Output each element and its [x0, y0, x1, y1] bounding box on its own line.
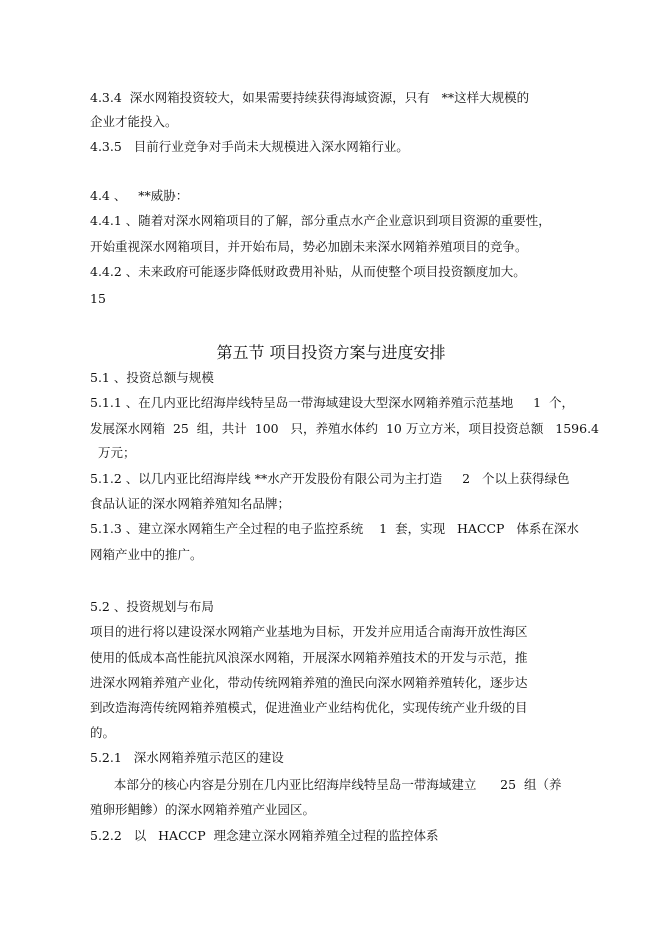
line-5-1-2: 5.1.2 、以几内亚比绍海岸线 **水产开发股份有限公司为主打造 2 个以上获得绿色 [90, 471, 570, 486]
paragraph-5-2-line4: 到改造海湾传统网箱养殖模式，促进渔业产业结构优化，实现传统产业升级的目 [90, 700, 528, 715]
section-title: 第五节 项目投资方案与进度安排 [216, 343, 446, 362]
line-5-1-1-end: 万元； [90, 445, 136, 460]
line-5-1-3-cont: 网箱产业中的推广。 [90, 547, 203, 562]
line-5-1-1-cont: 发展深水网箱 25 组，共计 100 只，养殖水体约 10 万立方米，项目投资总额 1596.4 [90, 421, 600, 436]
heading-5-2: 5.2 、投资规划与布局 [90, 599, 214, 614]
paragraph-5-2-1-line1: 本部分的核心内容是分别在几内亚比绍海岸线特呈岛一带海域建立 25 组（养 [90, 777, 562, 792]
heading-4-4: 4.4 、 **威胁： [90, 188, 189, 203]
line-5-1-1: 5.1.1 、在几内亚比绍海岸线特呈岛一带海域建设大型深水网箱养殖示范基地 1 个， [90, 395, 575, 410]
line-4-3-5: 4.3.5 目前行业竞争对手尚未大规模进入深水网箱行业。 [90, 139, 409, 154]
page-number: 15 [90, 291, 106, 306]
paragraph-5-2-1-line2: 殖卵形鲳鲹）的深水网箱养殖产业园区。 [90, 802, 316, 817]
line-4-3-4-cont: 企业才能投入。 [90, 114, 178, 129]
line-4-4-2: 4.4.2 、未来政府可能逐步降低财政费用补贴，从而使整个项目投资额度加大。 [90, 264, 526, 279]
line-5-1-2-cont: 食品认证的深水网箱养殖知名品牌； [90, 496, 291, 511]
paragraph-5-2-line2: 使用的低成本高性能抗风浪深水网箱，开展深水网箱养殖技术的开发与示范，推 [90, 650, 528, 665]
paragraph-5-2-line3: 进深水网箱养殖产业化，带动传统网箱养殖的渔民向深水网箱养殖转化，逐步达 [90, 675, 528, 690]
line-4-4-1-cont: 开始重视深水网箱项目，并开始布局，势必加剧未来深水网箱养殖项目的竞争。 [90, 239, 528, 254]
heading-5-1: 5.1 、投资总额与规模 [90, 370, 214, 385]
heading-5-2-2: 5.2.2 以 HACCP 理念建立深水网箱养殖全过程的监控体系 [90, 828, 439, 843]
paragraph-5-2-line1: 项目的进行将以建设深水网箱产业基地为目标，开发并应用适合南海开放性海区 [90, 624, 528, 639]
line-4-3-4: 4.3.4 深水网箱投资较大，如果需要持续获得海域资源，只有 **这样大规模的 [90, 90, 530, 105]
line-4-4-1: 4.4.1 、随着对深水网箱项目的了解，部分重点水产企业意识到项目资源的重要性， [90, 213, 551, 228]
heading-5-2-1: 5.2.1 深水网箱养殖示范区的建设 [90, 750, 284, 765]
line-5-1-3: 5.1.3 、建立深水网箱生产全过程的电子监控系统 1 套，实现 HACCP 体系在深水 [90, 521, 579, 536]
paragraph-5-2-line5: 的。 [90, 725, 116, 740]
